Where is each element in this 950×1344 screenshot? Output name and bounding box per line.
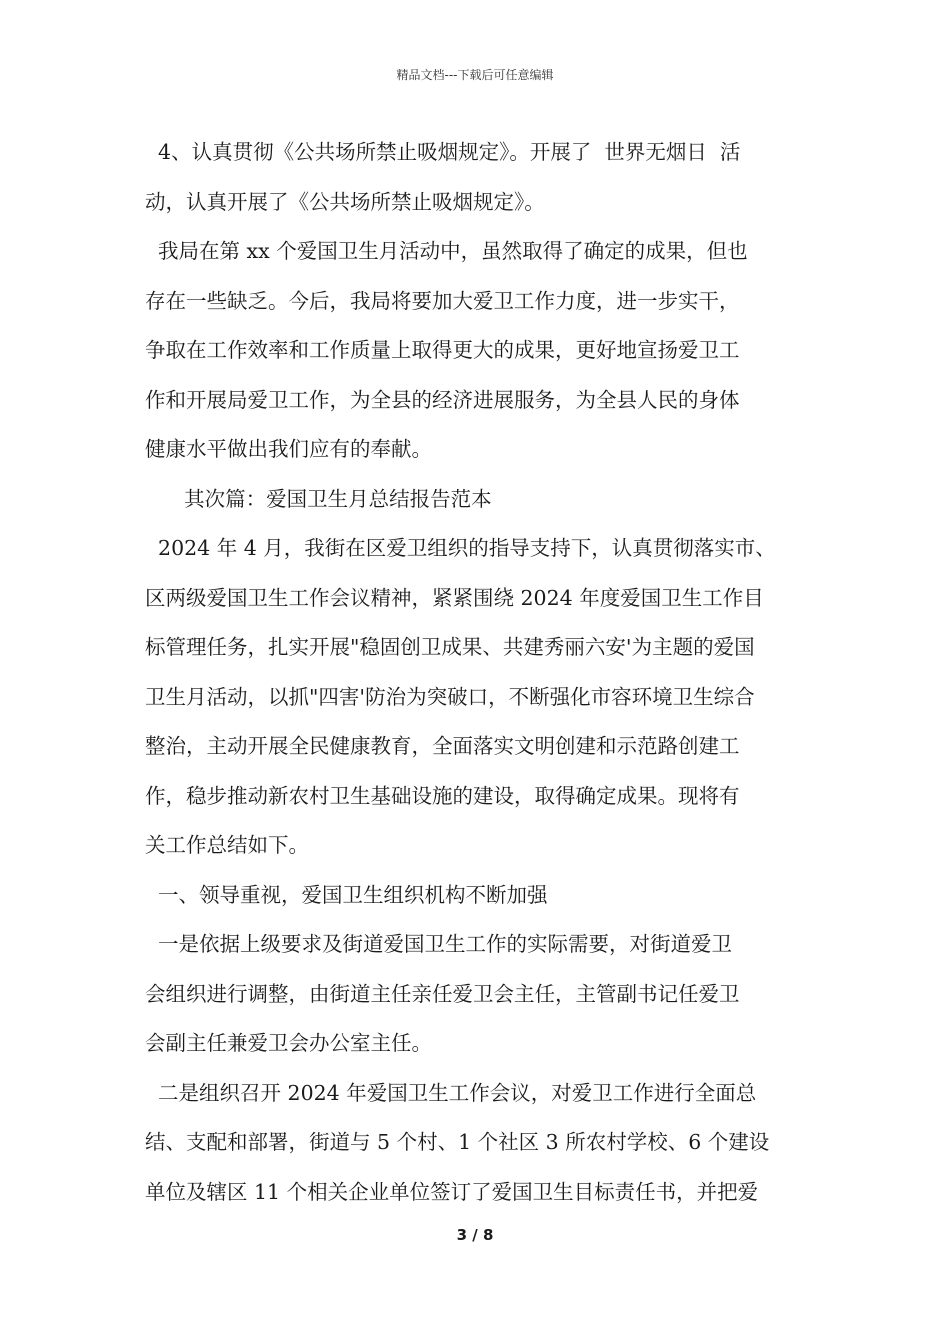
subsection-heading: 一、领导重视，爱国卫生组织机构不断加强 xyxy=(145,882,548,907)
text-line: 2024 年 4 月，我街在区爱卫组织的指导支持下，认真贯彻落实市、 xyxy=(145,536,776,560)
text-line: 作，稳步推动新农村卫生基础设施的建设，取得确定成果。现将有 xyxy=(145,783,740,808)
text-line: 动，认真开展了《公共场所禁止吸烟规定》。 xyxy=(145,189,545,214)
text-line: 存在一些缺乏。今后，我局将要加大爱卫工作力度，进一步实干， xyxy=(145,288,740,313)
text-line: 二是组织召开 2024 年爱国卫生工作会议，对爱卫工作进行全面总 xyxy=(145,1080,757,1105)
text-line: 结、支配和部署，街道与 5 个村、1 个社区 3 所农村学校、6 个建设 xyxy=(145,1130,770,1154)
text-line: 卫生月活动，以抓"四害'防治为突破口，不断强化市容环境卫生综合 xyxy=(145,684,755,709)
text-line: 关工作总结如下。 xyxy=(145,833,309,857)
text-line: 作和开展局爱卫工作，为全县的经济进展服务，为全县人民的身体 xyxy=(145,387,740,412)
text-line: 单位及辖区 11 个相关企业单位签订了爱国卫生目标责任书，并把爱 xyxy=(145,1179,759,1204)
text-line: 4、认真贯彻《公共场所禁止吸烟规定》。开展了 世界无烟日 活 xyxy=(145,140,741,164)
text-line: 整治，主动开展全民健康教育，全面落实文明创建和示范路创建工 xyxy=(145,734,740,758)
text-line: 争取在工作效率和工作质量上取得更大的成果，更好地宣扬爱卫工 xyxy=(145,338,740,362)
text-line: 会副主任兼爱卫会办公室主任。 xyxy=(145,1031,432,1055)
text-line: 一是依据上级要求及街道爱国卫生工作的实际需要，对街道爱卫 xyxy=(145,932,733,956)
page-header: 精品文档---下载后可任意编辑 xyxy=(396,68,554,82)
text-line: 区两级爱国卫生工作会议精神，紧紧围绕 2024 年度爱国卫生工作目 xyxy=(145,585,764,610)
text-line: 会组织进行调整，由街道主任亲任爱卫会主任，主管副书记任爱卫 xyxy=(145,981,740,1006)
section-heading: 其次篇：爱国卫生月总结报告范本 xyxy=(145,486,492,511)
text-line: 标管理任务，扎实开展"稳固创卫成果、共建秀丽六安'为主题的爱国 xyxy=(145,635,755,659)
page-number: 3 / 8 xyxy=(456,1226,494,1244)
text-line: 我局在第 xx 个爱国卫生月活动中，虽然取得了确定的成果，但也 xyxy=(145,239,748,263)
text-line: 健康水平做出我们应有的奉献。 xyxy=(145,437,432,461)
document-body xyxy=(145,128,810,1217)
